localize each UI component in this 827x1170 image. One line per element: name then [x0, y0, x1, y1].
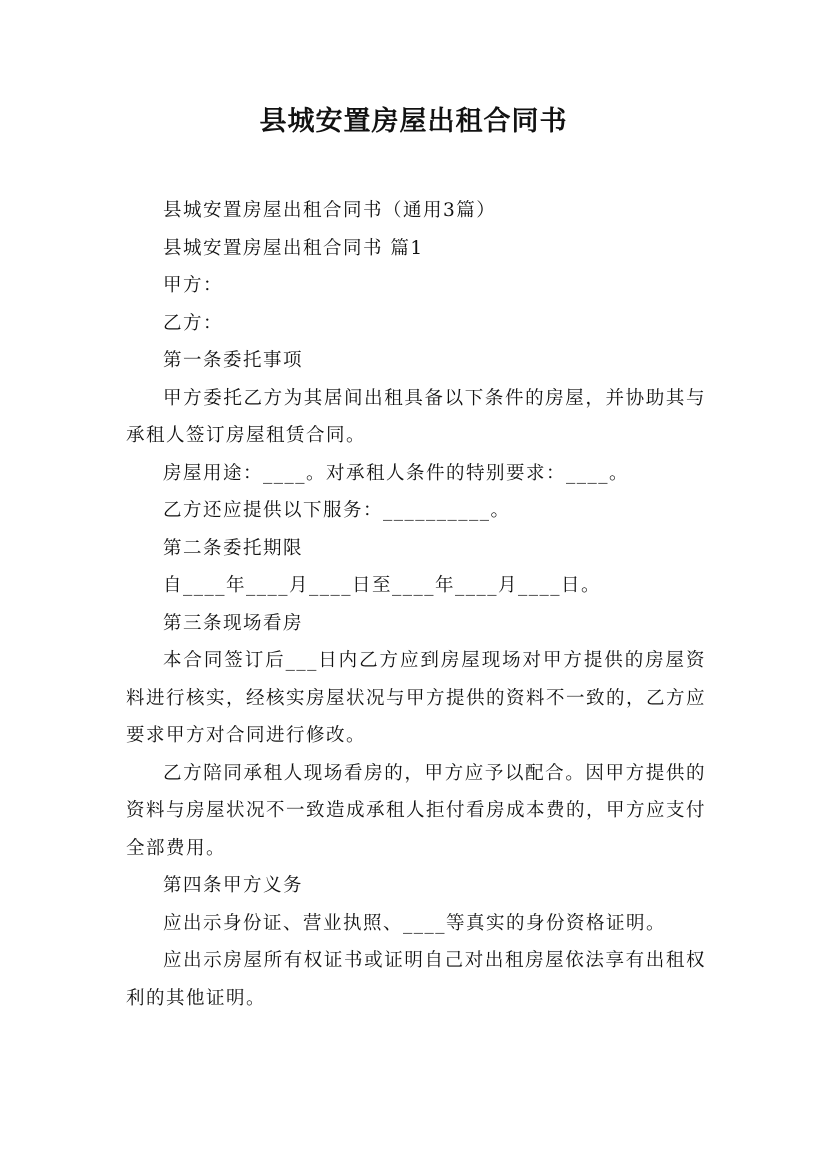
paragraph-subtitle: 县城安置房屋出租合同书（通用3篇）: [163, 200, 497, 221]
paragraph-article-1-heading: 第一条委托事项: [163, 350, 304, 371]
paragraph: 乙方陪同承租人现场看房的，甲方应予以配合。因甲方提供的资料与房屋状况不一致造成承租人拒付看房成本费的，甲方应支付全部费用。: [126, 762, 707, 859]
paragraph: 自____年____月____日至____年____月____日。: [163, 575, 602, 596]
paragraph: 甲方委托乙方为其居间出租具备以下条件的房屋，并协助其与承租人签订房屋租赁合同。: [126, 387, 706, 446]
paragraph: 应出示房屋所有权证书或证明自己对出租房屋依法享有出租权利的其他证明。: [126, 950, 706, 1009]
paragraph-article-4-heading: 第四条甲方义务: [163, 875, 304, 896]
document-title: 县城安置房屋出租合同书: [259, 106, 568, 137]
paragraph: 应出示身份证、营业执照、____等真实的身份资格证明。: [163, 912, 667, 934]
paragraph-article-2-heading: 第二条委托期限: [163, 537, 304, 559]
paragraph-section-heading: 县城安置房屋出租合同书 篇1: [163, 237, 424, 259]
paragraph-party-a: 甲方：: [163, 275, 224, 296]
paragraph: 乙方还应提供以下服务：__________。: [163, 500, 511, 521]
document-body: [126, 192, 706, 1017]
paragraph: 本合同签订后___日内乙方应到房屋现场对甲方提供的房屋资料进行核实，经核实房屋状况与甲方提供的资料不一致的，乙方应要求甲方对合同进行修改。: [126, 650, 707, 746]
paragraph-party-b: 乙方：: [163, 312, 224, 334]
paragraph-article-3-heading: 第三条现场看房: [163, 612, 304, 634]
paragraph: 房屋用途：____。对承租人条件的特别要求：____。: [163, 462, 630, 484]
